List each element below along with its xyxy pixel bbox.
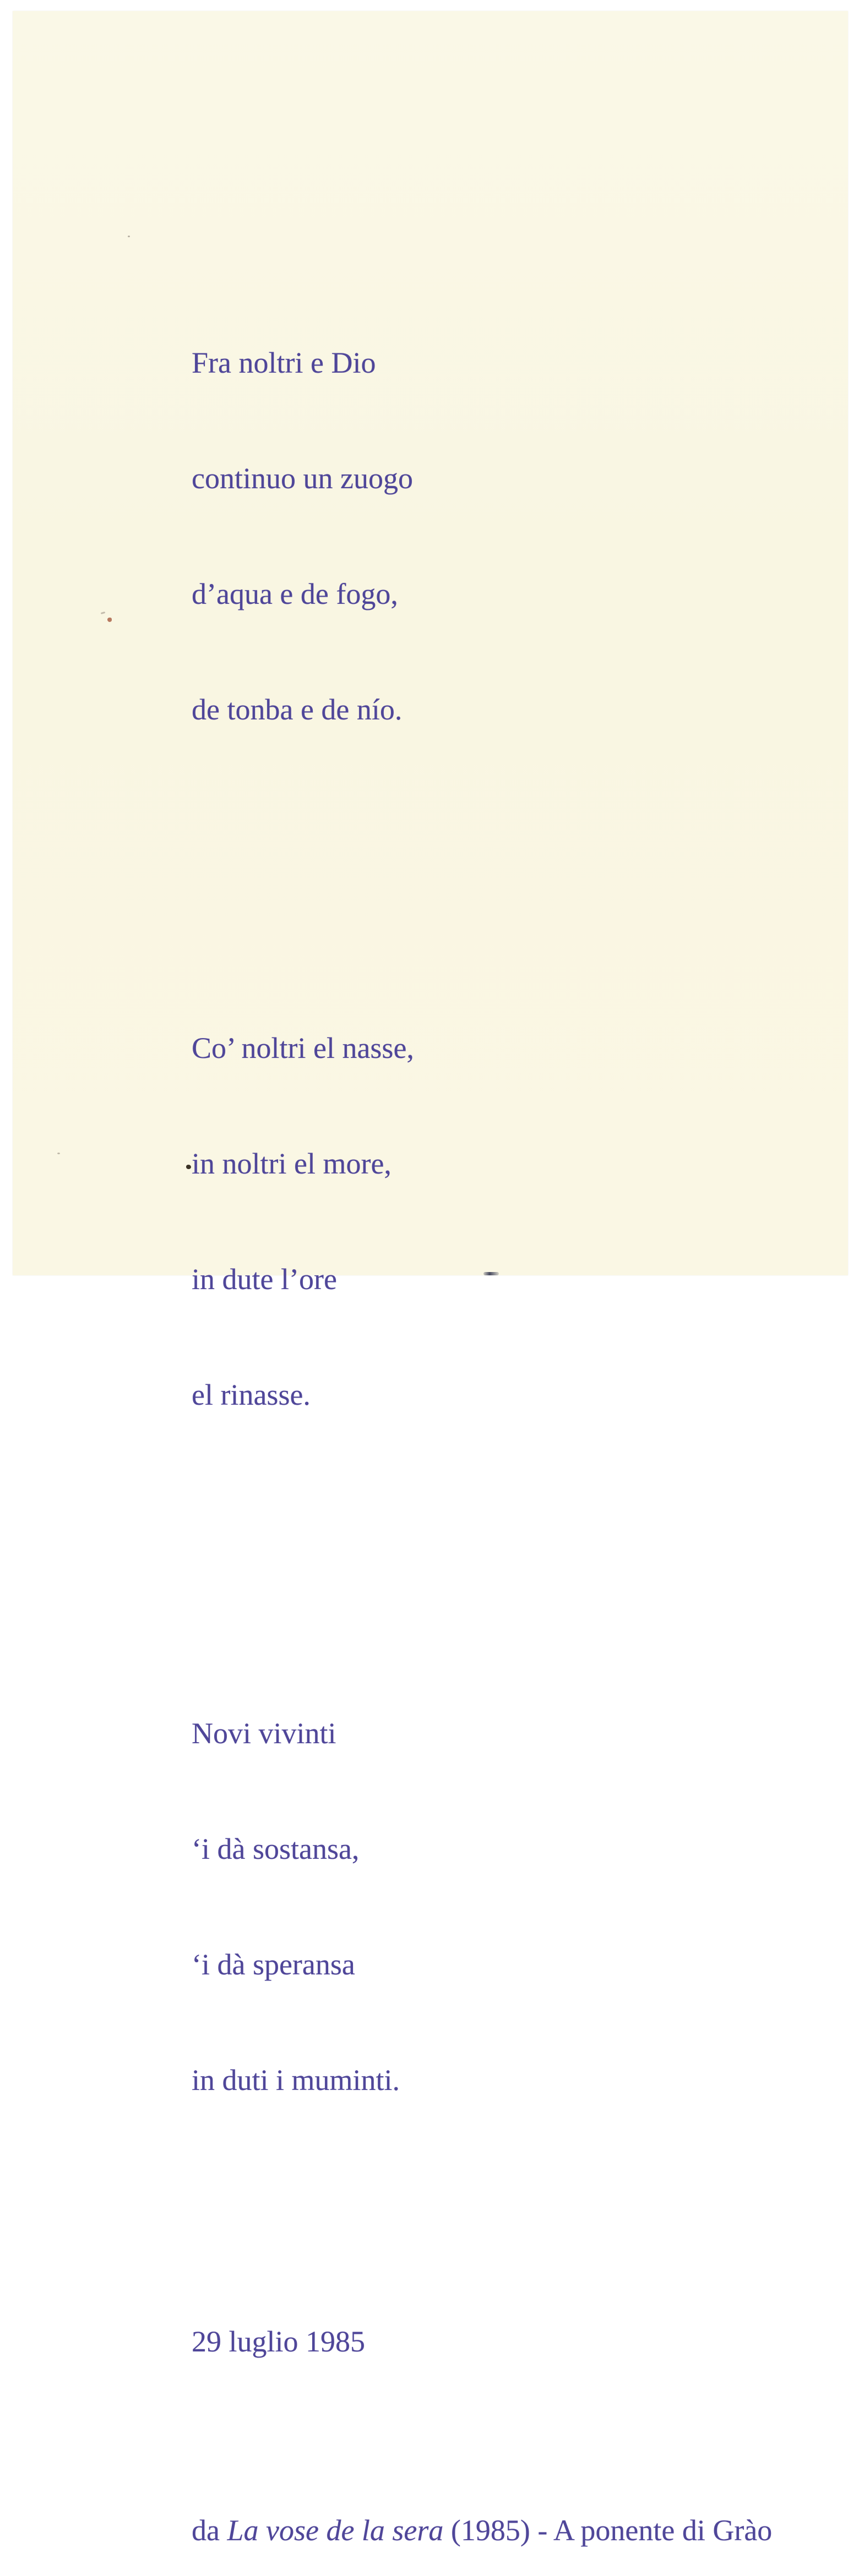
- poem-line: in noltri el more,: [192, 1147, 392, 1180]
- poem-date: 29 luglio 1985: [192, 2325, 366, 2358]
- poem-line: d’aqua e de fogo,: [192, 577, 398, 610]
- poem-line: in dute l’ore: [192, 1263, 337, 1296]
- attribution-source-title: La vose de la sera: [227, 2514, 444, 2547]
- paper-speck: [128, 236, 130, 237]
- poem-attribution: [192, 2511, 772, 2550]
- paper-speck: [57, 1153, 60, 1154]
- scanned-page: [13, 11, 848, 2547]
- poem-line: continuo un zuogo: [192, 462, 413, 495]
- attribution-suffix: (1985) - A ponente di Grào: [443, 2514, 773, 2547]
- poem-stanza-3: [192, 1637, 772, 2176]
- attribution-prefix: da: [192, 2514, 227, 2547]
- paper-speck: [101, 612, 106, 614]
- poem-line: ‘i dà speransa: [192, 1948, 355, 1981]
- poem-line: in duti i muminti.: [192, 2064, 400, 2097]
- poem-line: Co’ noltri el nasse,: [192, 1032, 414, 1065]
- paper-edge-mark: [483, 1272, 499, 1275]
- poem-line: ‘i dà sostansa,: [192, 1832, 360, 1865]
- poem-stanza-2: [192, 952, 772, 1491]
- poem-line: Novi vivinti: [192, 1717, 336, 1750]
- poem-line: Fra noltri e Dio: [192, 346, 376, 379]
- paper-speck: [107, 618, 112, 622]
- poem: [192, 151, 772, 2576]
- poem-stanza-1: [192, 266, 772, 806]
- poem-line: el rinasse.: [192, 1378, 311, 1411]
- poem-line: de tonba e de nío.: [192, 693, 403, 726]
- paper-speck: [186, 1165, 191, 1169]
